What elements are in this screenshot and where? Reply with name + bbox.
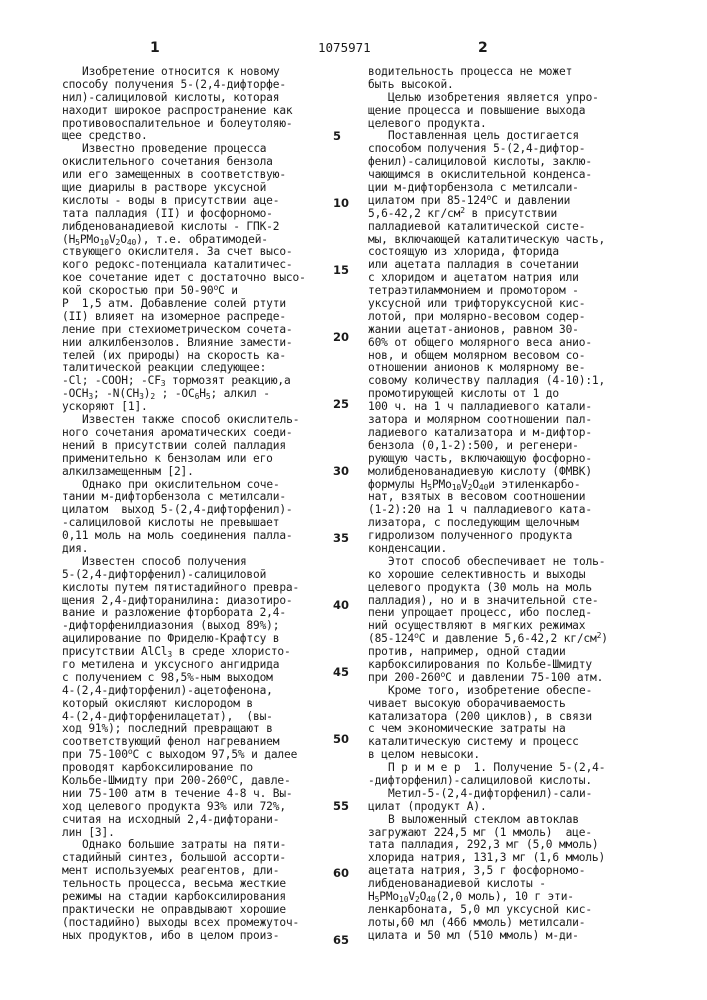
text-line [368,930,688,943]
text-segment: 5,6-42,2 кг/см [368,207,460,220]
subscript: 5 [427,483,432,492]
text-segment: O [472,478,479,491]
text-segment: или его замещенных в соответствую- [62,168,286,181]
text-segment: цилата и 50 мл (510 ммоль) м-ди- [368,929,579,942]
text-segment: -дифторфенилдиазония (выход 89%); [62,619,279,632]
text-segment: с чем экономические затраты на [368,722,566,735]
text-segment: загружают 224,5 мг (1 ммоль) аце- [368,826,592,839]
text-segment: отношении анионов к молярному ве- [368,361,585,374]
text-segment: Известен также способ окислитель- [82,413,299,426]
text-segment: П р и м е р 1. Получение 5-(2,4- [388,761,605,774]
text-segment: (1-2):20 на 1 ч палладиевого ката- [368,503,592,516]
text-segment: водительность процесса не может [368,65,572,78]
text-segment: фенил)-салициловой кислоты, заклю- [368,155,592,168]
text-segment: нил)-салициловой кислоты, которая [62,91,279,104]
text-segment: целевого продукта (30 моль на моль [368,581,592,594]
text-segment: чающимся в окислительной конденса- [368,168,592,181]
line-number: 40 [333,598,349,612]
text-segment: проводят карбоксилирование по [62,761,253,774]
text-segment: катализатора (200 циклов), в связи [368,710,592,723]
text-segment: ) [601,632,608,645]
text-segment: карбоксилирования по Кольбе-Шмидту [368,658,592,671]
text-segment: ; -OC [155,387,195,400]
text-segment: ко хорошие селективность и выходы [368,568,585,581]
text-segment: тании м-дифторбензола с метилсали- [62,490,286,503]
text-segment: 60% от общего молярного веса анио- [368,336,592,349]
text-segment: Однако при окислительном соче- [82,478,280,491]
text-segment: кого редокс-потенциала каталитичес- [62,258,293,271]
text-segment: (II) влияет на изомерное распреде- [62,310,286,323]
text-segment: при 200-260 [368,671,440,684]
text-segment: быть высокой. [368,78,454,91]
line-number: 65 [333,933,349,947]
text-segment: щение процесса и повышение выхода [368,104,585,117]
text-segment: (постадийно) выходы всех промежуточ- [62,916,299,929]
text-segment: и этиленкарбо- [488,478,580,491]
text-segment: (85-124 [368,632,414,645]
line-number: 50 [333,732,349,746]
text-segment: нений в присутствии солей палладия [62,439,286,452]
text-segment: 0,11 моль на моль соединения палла- [62,529,293,542]
superscript: o [487,193,492,202]
subscript: 6 [195,392,200,401]
text-segment: чивает высокую оборачиваемость [368,697,566,710]
text-segment: В выложенный стеклом автоклав [388,813,579,826]
text-segment: O [120,233,127,246]
text-segment: совому количеству палладия (4-10):1, [368,374,605,387]
text-segment: нов, и общем молярном весовом со- [368,349,585,362]
text-segment: ленкарбоната, 5,0 мл уксусной кис- [368,903,592,916]
text-segment: пени упрощает процесс, ибо послед- [368,606,592,619]
text-segment: ускоряют [1]. [62,400,148,413]
text-segment: хлорида натрия, 131,3 мг (1,6 ммоль) [368,851,605,864]
text-segment: талитической реакции следующее: [62,361,266,374]
text-segment: с получением с 98,5%-ным выходом [62,671,273,684]
text-segment: (2,0 моль), 10 г эти- [436,890,574,903]
text-segment: 4-(2,4-дифторфенилацетат), (вы- [62,710,273,723]
line-number: 20 [333,330,349,344]
text-segment: Р 1,5 атм. Добавление солей ртути [62,297,286,310]
text-segment: дия. [62,542,88,555]
text-segment: в целом невысоки. [368,748,480,761]
text-segment: конденсации. [368,542,447,555]
text-segment: противовоспалительное и болеутоляю- [62,117,293,130]
text-segment: 5-(2,4-дифторфенил)-салициловой [62,568,266,581]
document-number: 1075971 [318,40,371,55]
line-number: 30 [333,464,349,478]
text-segment: ствующего окислителя. За счет высо- [62,245,293,258]
text-segment: ; алкил - [211,387,270,400]
text-segment: ) [144,387,151,400]
page-number-left: 1 [150,40,160,56]
text-segment: рующую часть, включающую фосфорно- [368,452,592,465]
text-segment: лизатора, с последующим щелочным [368,516,579,529]
text-segment: либденованадиевой кислоты - [368,877,546,890]
text-segment: ных продуктов, ибо в целом произ- [62,929,279,942]
text-segment: щие диарилы в растворе уксусной [62,181,266,194]
text-segment: кое сочетание идет с достаточно высо- [62,271,306,284]
text-segment: затора и молярном соотношении пал- [368,413,592,426]
text-segment: против, например, одной стадии [368,645,566,658]
subscript: 3 [161,379,166,388]
subscript: 2 [468,483,473,492]
subscript: 40 [127,238,136,247]
text-segment: палладиевой каталитической систе- [368,220,585,233]
text-segment: го метилена и уксусного ангидрида [62,658,279,671]
subscript: 2 [116,238,121,247]
text-segment: лотой, при молярно-весовом содер- [368,310,585,323]
superscript: o [227,773,232,782]
text-segment: 100 ч. на 1 ч палладиевого катали- [368,400,592,413]
text-segment: ции м-дифторбензола с метилсали- [368,181,579,194]
text-line [62,930,347,943]
subscript: 2 [415,895,420,904]
subscript: 3 [88,392,93,401]
text-segment: ний осуществляют в мягких режимах [368,619,585,632]
text-segment: H [199,387,206,400]
text-segment: в среде хлористо- [172,645,291,658]
line-number: 15 [333,263,349,277]
text-segment: либденованадиевой кислоты - ГПК-2 [62,220,279,233]
text-segment: считая на исходный 2,4-дифторани- [62,813,279,826]
text-segment: состоящую из хлорида, фторида [368,245,559,258]
text-segment: лоты,60 мл (466 ммоль) метилсали- [368,916,585,929]
text-segment: алкилзамещенным [2]. [62,465,194,478]
line-number: 55 [333,799,349,813]
subscript: 10 [399,895,408,904]
text-segment: при 75-100 [62,748,128,761]
text-segment: Целью изобретения является упро- [388,91,599,104]
text-segment: вание и разложение фторбората 2,4- [62,606,286,619]
text-segment: тетраэтиламмонием и промотором - [368,284,579,297]
text-segment: мы, включающей каталитическую часть, [368,233,605,246]
text-segment: кислоты путем пятистадийного превра- [62,581,299,594]
subscript: 5 [75,238,80,247]
text-segment: Кольбе-Шмидту при 200-260 [62,774,227,787]
text-segment: ), т.е. обратимодей- [136,233,268,246]
text-segment: Изобретение относится к новому [82,65,280,78]
text-segment: стадийный синтез, большой ассорти- [62,851,286,864]
line-number: 35 [333,531,349,545]
text-segment: мент используемых реагентов, дли- [62,864,279,877]
text-segment: способом получения 5-(2,4-дифтор- [368,142,585,155]
text-segment: кой скоростью при 50-90 [62,284,213,297]
text-segment: каталитическую систему и процесс [368,735,579,748]
superscript: o [128,747,133,756]
text-segment: кислоты - воды в присутствии аце- [62,194,279,207]
text-segment: Кроме того, изобретение обеспе- [388,684,592,697]
text-segment: С, давле- [231,774,290,787]
left-text-column [62,66,347,943]
text-segment: цилатом при 85-124 [368,194,487,207]
subscript: 2 [150,392,155,401]
text-segment: O [420,890,427,903]
text-segment: который окисляют кислородом в [62,697,253,710]
text-segment: телей (их природы) на скорость ка- [62,349,286,362]
text-segment: или ацетата палладия в сочетании [368,258,579,271]
text-segment: ход целевого продукта 93% или 72%, [62,800,286,813]
text-segment: H [368,890,375,903]
text-segment: нии 75-100 атм в течение 4-8 ч. Вы- [62,787,293,800]
text-segment: -дифторфенил)-салициловой кислоты. [368,774,592,787]
subscript: 10 [100,238,109,247]
text-segment: ацетата натрия, 3,5 г фосфорномо- [368,864,585,877]
text-segment: бензола (0,1-2):500, и регенери- [368,439,579,452]
page-number-right: 2 [478,40,488,56]
text-segment: формулы H [368,478,427,491]
text-segment: С и давление 5,6-42,2 кг/см [419,632,597,645]
line-number: 25 [333,397,349,411]
text-segment: промотирующей кислоты от 1 до [368,387,559,400]
text-segment: палладия), но и в значительной сте- [368,594,599,607]
text-segment: лин [3]. [62,826,115,839]
text-segment: с хлоридом и ацетатом натрия или [368,271,579,284]
right-text-column [368,66,688,943]
superscript: o [440,670,445,679]
text-segment: присутствии AlCl [62,645,167,658]
text-segment: ацилирование по Фриделю-Крафтсу в [62,632,279,645]
text-segment: целевого продукта. [368,117,487,130]
text-segment: С и давлении [491,194,570,207]
text-segment: применительно к бензолам или его [62,452,273,465]
text-segment: жании ацетат-анионов, равном 30- [368,323,579,336]
text-segment: ; -N(CH [93,387,139,400]
subscript: 40 [479,483,488,492]
text-segment: нии алкилбензолов. Влияние замести- [62,336,293,349]
text-segment: С и давлении 75-100 атм. [445,671,603,684]
text-segment: тата палладия (II) и фосфорномо- [62,207,273,220]
text-segment: Поставленная цель достигается [388,129,579,142]
text-segment: цилат (продукт А). [368,800,487,813]
text-segment: в присутствии [465,207,557,220]
subscript: 3 [167,650,172,659]
subscript: 10 [452,483,461,492]
text-segment: способу получения 5-(2,4-дифторфе- [62,78,286,91]
text-segment: (H [62,233,75,246]
text-segment: Этот способ обеспечивает не толь- [388,555,605,568]
superscript: o [213,283,218,292]
text-segment: Однако большие затраты на пяти- [82,838,286,851]
superscript: 2 [460,206,465,215]
text-segment: ление при стехиометрическом сочета- [62,323,293,336]
subscript: 3 [139,392,144,401]
text-segment: V [461,478,468,491]
text-segment: ладиевого катализатора и м-дифтор- [368,426,592,439]
text-segment: окислительного сочетания бензола [62,155,273,168]
text-segment: Известно проведение процесса [82,142,266,155]
text-segment: уксусной или трифторуксусной кис- [368,297,585,310]
text-segment: Метил-5-(2,4-дифторфенил)-сали- [388,787,592,800]
line-number: 45 [333,665,349,679]
text-segment: Известен способ получения [82,555,247,568]
text-segment: С с выходом 97,5% и далее [133,748,298,761]
text-segment: гидролизом полученного продукта [368,529,572,542]
text-segment: PMo [432,478,452,491]
text-segment: С и [218,284,238,297]
line-number: 10 [333,196,349,210]
text-segment: 4-(2,4-дифторфенил)-ацетофенона, [62,684,273,697]
line-number: 60 [333,866,349,880]
text-segment: молибденованадиевую кислоту (ФМВК) [368,465,592,478]
text-segment: соответствующий фенол нагреванием [62,735,279,748]
text-segment: тормозят реакцию,а [165,374,290,387]
text-segment: V [109,233,116,246]
text-line [62,530,347,543]
text-segment: нат, взятых в весовом соотношении [368,490,585,503]
text-segment: PMo [80,233,100,246]
subscript: 40 [426,895,435,904]
subscript: 5 [206,392,211,401]
text-segment: V [408,890,415,903]
line-number: 5 [333,129,341,143]
text-segment: ход 91%); последний превращают в [62,722,273,735]
text-segment: щения 2,4-дифторанилина: диазотиро- [62,594,293,607]
text-segment: -Cl; -COOH; -CF [62,374,161,387]
text-segment: цилатом выход 5-(2,4-дифторфенил)- [62,503,293,516]
subscript: 5 [375,895,380,904]
superscript: o [414,631,419,640]
text-segment: тельность процесса, весьма жесткие [62,877,286,890]
text-segment: PMo [379,890,399,903]
text-segment: -салициловой кислоты не превышает [62,516,279,529]
text-segment: режимы на стадии карбоксилирования [62,890,286,903]
text-segment: -OCH [62,387,88,400]
text-segment: практически не оправдывают хорошие [62,903,286,916]
text-segment: щее средство. [62,129,148,142]
superscript: 2 [597,631,602,640]
text-segment: ного сочетания ароматических соеди- [62,426,293,439]
text-segment: тата палладия, 292,3 мг (5,0 ммоль) [368,838,599,851]
text-segment: находит широкое распространение как [62,104,293,117]
